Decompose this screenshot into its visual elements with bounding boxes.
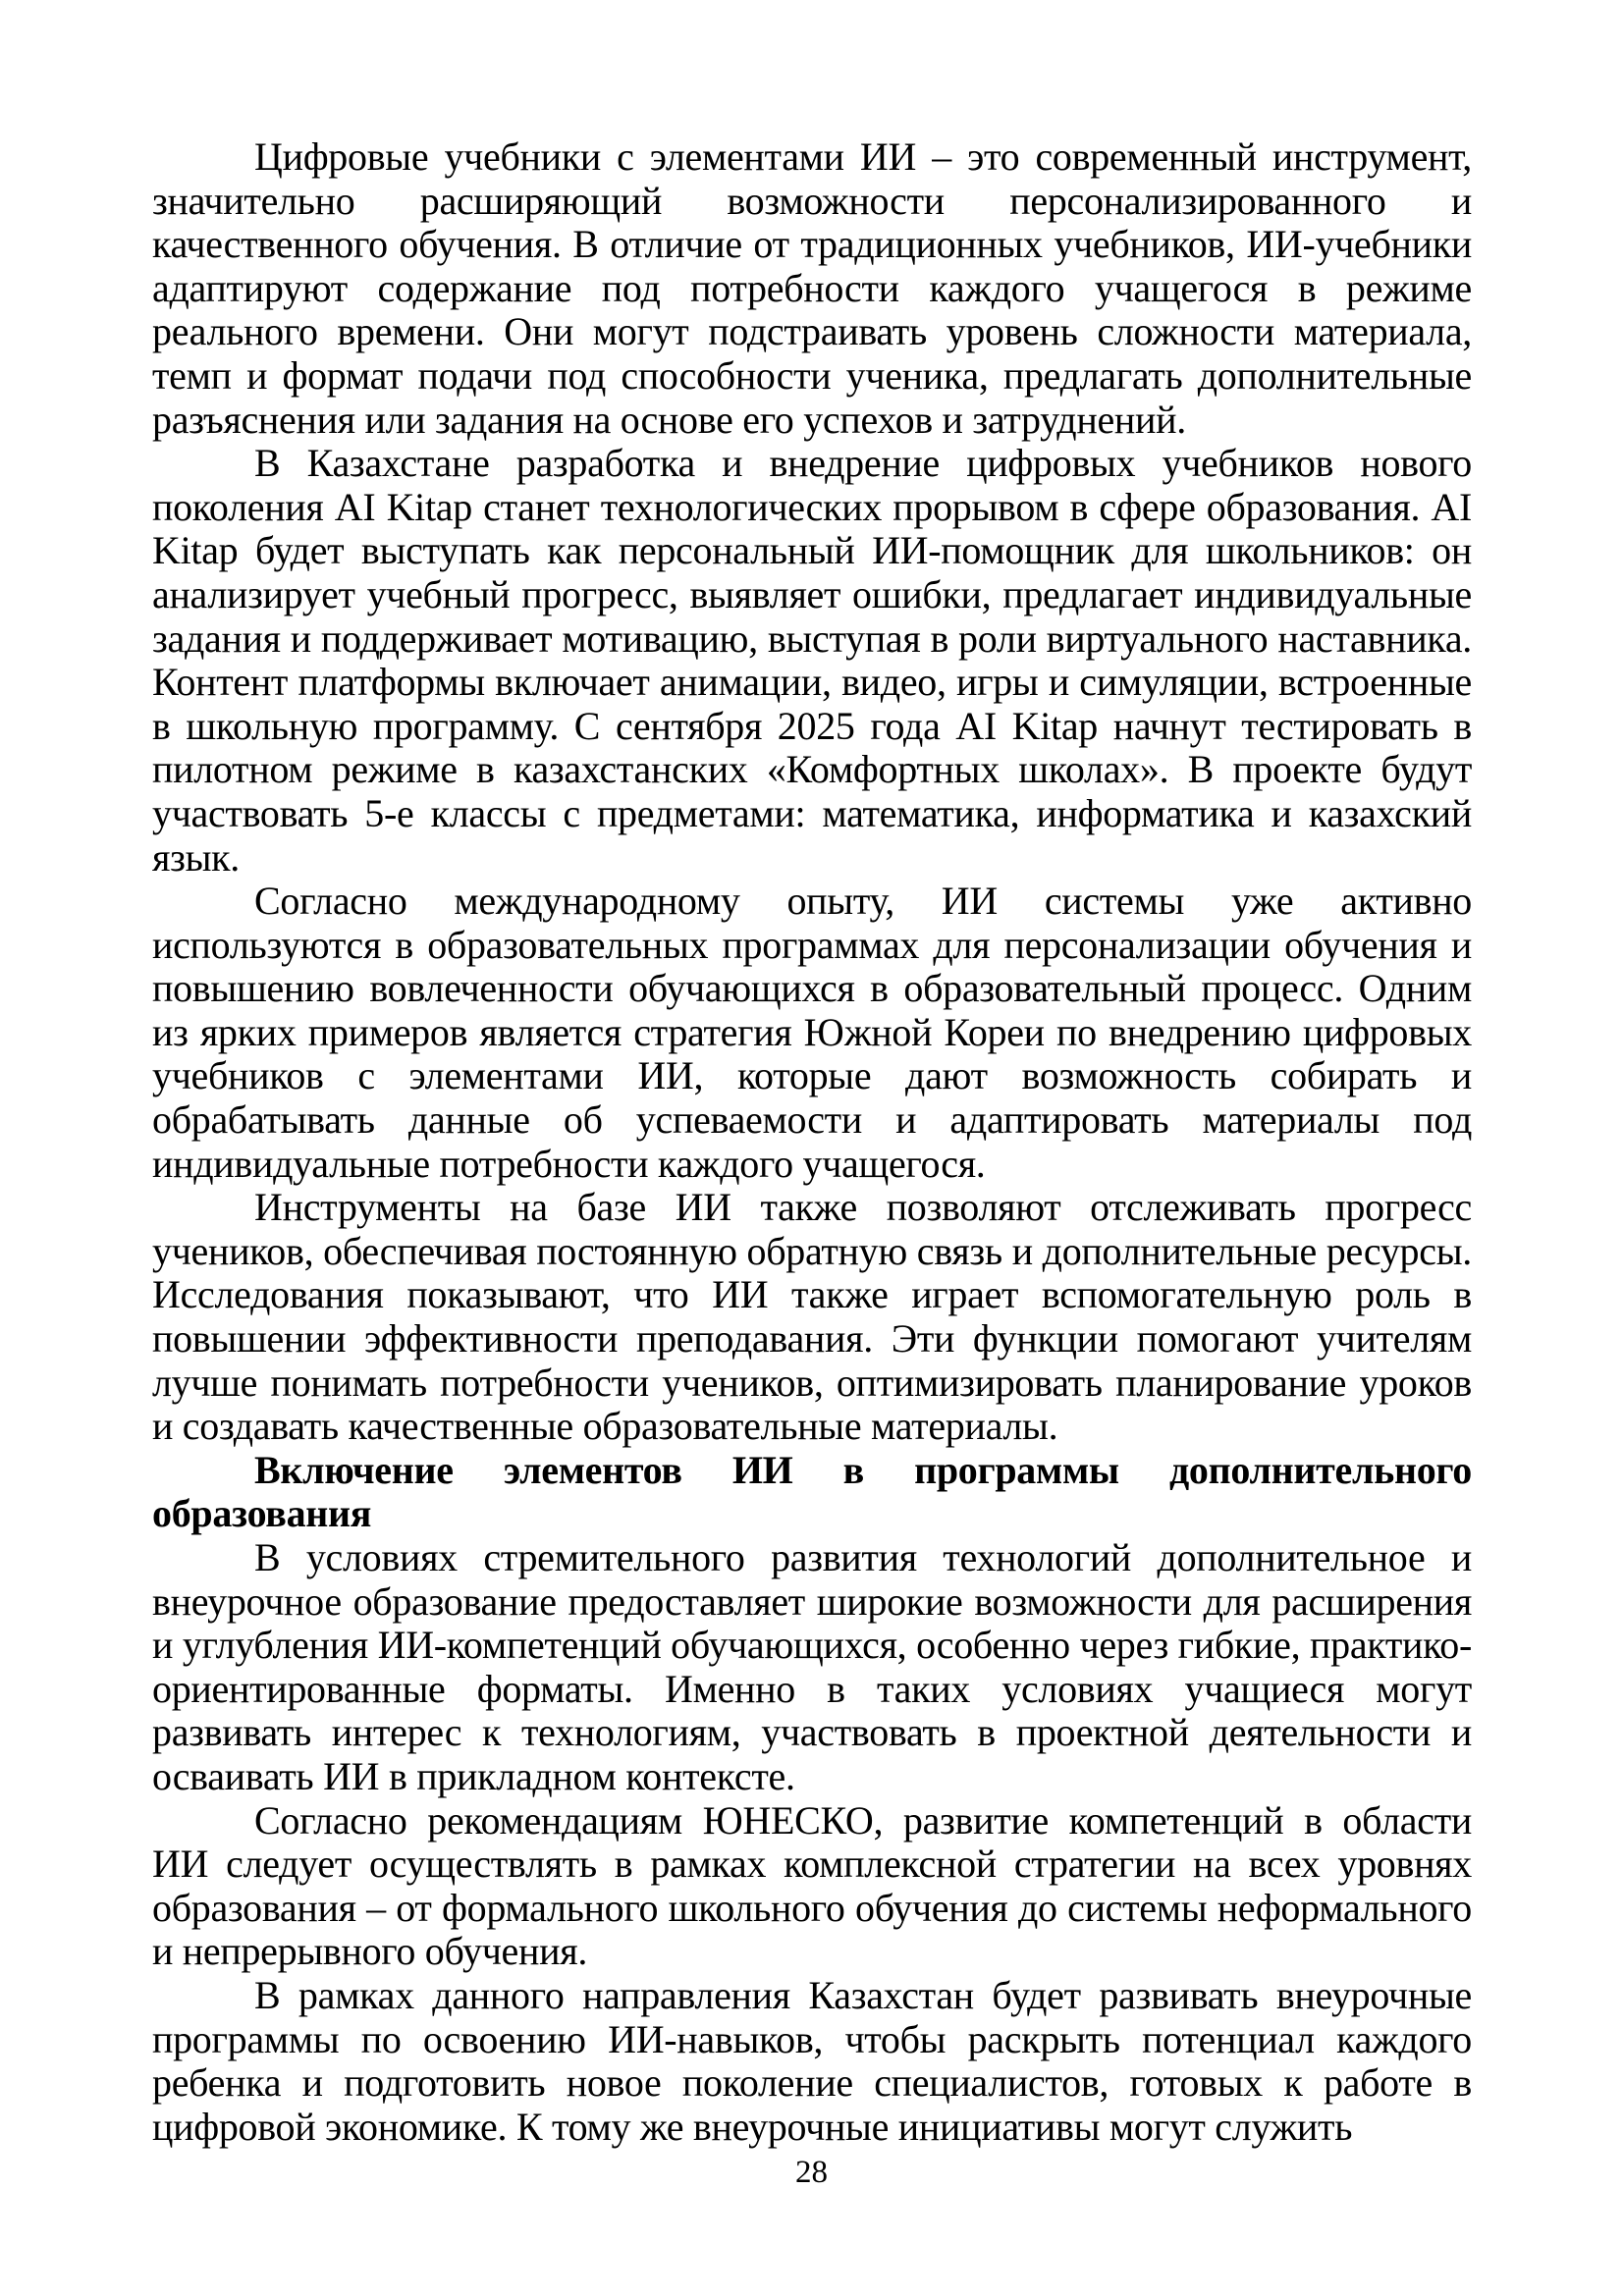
paragraph-digital-textbooks: Цифровые учебники с элементами ИИ – это современный инструмент, значительно расширяющий возможности персонализированного и качественного обучения. В отличие от традиционных учебников, ИИ-учебники адаптируют содержание под потребности каждого учащегося в режиме реального времени. Они могут подстраивать уровень сложности материала, темп и формат подачи под способности ученика, предлагать дополнительные разъяснения или задания на основе его успехов и затруднений. <box>152 134 1472 442</box>
page-body-text <box>152 135 1472 2149</box>
paragraph-ai-tools-teachers: Инструменты на базе ИИ также позволяют отслеживать прогресс учеников, обеспечивая постоянную обратную связь и дополнительные ресурсы. Исследования показывают, что ИИ также играет вспомогательную роль в повышении эффективности преподавания. Эти функции помогают учителям лучше понимать потребности учеников, оптимизировать планирование уроков и создавать качественные образовательные материалы. <box>152 1185 1472 1449</box>
paragraph-extracurricular-opportunities: В условиях стремительного развития технологий дополнительное и внеурочное образование предоставляет широкие возможности для расширения и углубления ИИ-компетенций обучающихся, особенно через гибкие, практико-ориентированные форматы. Именно в таких условиях учащиеся могут развивать интерес к технологиям, участвовать в проектной деятельности и осваивать ИИ в прикладном контексте. <box>152 1535 1472 1798</box>
paragraph-unesco-recommendations: Согласно рекомендациям ЮНЕСКО, развитие компетенций в области ИИ следует осуществлять в рамках комплексной стратегии на всех уровнях образования – от формального школьного обучения до системы неформального и непрерывного обучения. <box>152 1797 1472 1974</box>
paragraph-international-experience: Согласно международному опыту, ИИ системы уже активно используются в образовательных программах для персонализации обучения и повышению вовлеченности обучающихся в образовательный процесс. Одним из ярких примеров является стратегия Южной Кореи по внедрению цифровых учебников с элементами ИИ, которые дают возможность собирать и обрабатывать данные об успеваемости и адаптировать материалы под индивидуальные потребности каждого учащегося. <box>152 879 1472 1186</box>
paragraph-ai-kitap: В Казахстане разработка и внедрение цифровых учебников нового поколения AI Kitap станет технологических прорывом в сфере образования. AI Kitap будет выступать как персональный ИИ-помощник для школьников: он анализирует учебный прогресс, выявляет ошибки, предлагает индивидуальные задания и поддерживает мотивацию, выступая в роли виртуального наставника. Контент платформы включает анимации, видео, игры и симуляции, встроенные в школьную программу. С сентября 2025 года AI Kitap начнут тестировать в пилотном режиме в казахстанских «Комфортных школах». В проекте будут участвовать 5-е классы с предметами: математика, информатика и казахский язык. <box>152 441 1472 880</box>
section-heading-supplementary-education: Включение элементов ИИ в программы дополнительного образования <box>152 1447 1472 1536</box>
page-number: 28 <box>795 2155 828 2190</box>
paragraph-kazakhstan-programs: В рамках данного направления Казахстан будет развивать внеурочные программы по освоению ИИ-навыков, чтобы раскрыть потенциал каждого ребенка и подготовить новое поколение специалистов, готовых к работе в цифровой экономике. К тому же внеурочные инициативы могут служить <box>152 1972 1472 2149</box>
